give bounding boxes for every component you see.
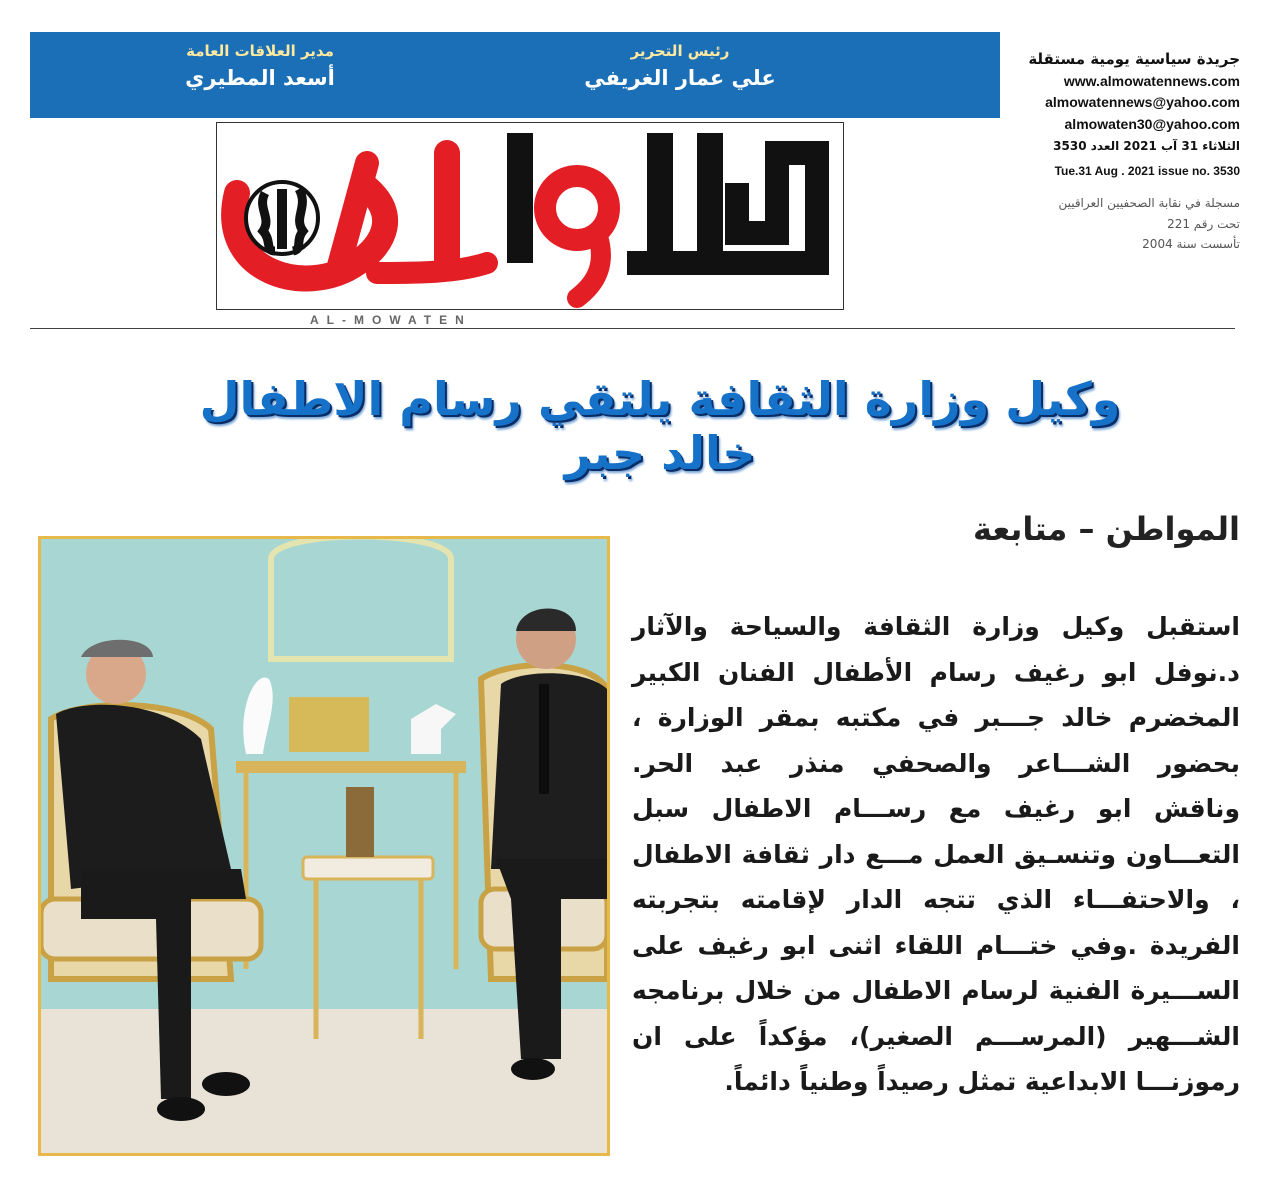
editor-in-chief-role: رئيس التحرير	[630, 42, 730, 60]
logo-subline: AL-MOWATEN	[310, 313, 472, 327]
pr-manager-block	[80, 42, 440, 90]
article-body: استقبل وكيل وزارة الثقافة والسياحة والآثار د.نوفل ابو رغيف رسام الأطفال الفنان الكبير المخضرم خالد جـــبر في مكتبه بمقر الوزارة ، بحضور الشـــاعر والصحفي منذر عبد الحر. وناقش ابو رغيف مع رســـام الاطفال سبل التعـــاون وتنسـيق العمل مـــع دار ثقافة الاطفال ، والاحتفـــاء الذي تتجه الدار لإقامته بتجربته الفريدة .وفي ختـــام اللقاء اثنى ابو رغيف على الســـيرة الفنية لرسام الاطفال من خلال برنامجه الشـــهير (المرســـم الصغير)، مؤكداً على ان رموزنـــا الابداعية تمثل رصيداً وطنياً دائماً.	[632, 612, 1240, 1096]
issue-date-arabic: الثلاثاء 31 آب 2021 العدد 3530	[1053, 139, 1240, 154]
editor-in-chief-name: علي عمار الغريفي	[584, 66, 776, 90]
newspaper-tagline: جريدة سياسية يومية مستقلة	[1028, 50, 1240, 68]
newspaper-info	[1010, 50, 1240, 254]
email-link-2[interactable]: almowaten30@yahoo.com	[1064, 115, 1240, 132]
article-photo	[38, 536, 610, 1156]
registration-line: تأسست سنة 2004	[1142, 237, 1240, 252]
article-byline: المواطن – متابعة	[972, 510, 1240, 548]
website-link[interactable]: www.almowatennews.com	[1063, 72, 1240, 89]
issue-date-english: Tue.31 Aug . 2021 issue no. 3530	[1054, 164, 1240, 179]
meeting-photo-illustration	[41, 539, 607, 1153]
newspaper-logo	[216, 122, 844, 310]
email-link-1[interactable]: almowatennews@yahoo.com	[1045, 94, 1240, 111]
logo-artwork	[217, 123, 843, 309]
pr-manager-name: أسعد المطيري	[185, 66, 335, 90]
pr-manager-role: مدير العلاقات العامة	[186, 42, 334, 60]
editor-in-chief-block	[480, 42, 880, 90]
masthead-banner	[30, 32, 1000, 118]
registration-line: تحت رقم 221	[1167, 216, 1240, 231]
header-divider	[30, 328, 1235, 329]
registration-info	[1010, 193, 1240, 254]
registration-line: مسجلة في نقابة الصحفيين العراقيين	[1058, 196, 1240, 211]
article-headline: وكيل وزارة الثقافة يلتقي رسام الاطفال خالد جبر	[199, 372, 1121, 480]
